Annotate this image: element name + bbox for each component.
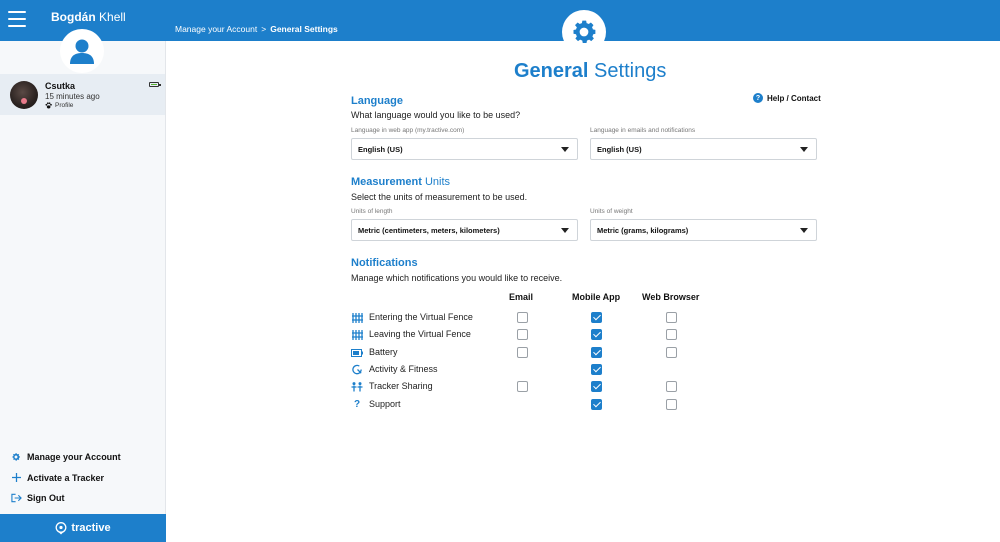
email-language-select[interactable] xyxy=(590,138,817,160)
notification-label: Tracker Sharing xyxy=(369,381,433,392)
tractive-logo-icon xyxy=(55,522,67,535)
sign-out-icon xyxy=(10,492,22,504)
sidebar-item-manage-account[interactable] xyxy=(0,447,165,468)
caret-down-icon xyxy=(561,147,569,152)
checkbox-web[interactable] xyxy=(666,312,677,323)
user-avatar[interactable] xyxy=(60,29,104,73)
notification-row xyxy=(351,327,751,344)
caret-down-icon xyxy=(561,228,569,233)
notification-row xyxy=(351,345,751,362)
gear-icon xyxy=(10,451,22,463)
menu-icon[interactable] xyxy=(8,11,26,27)
profile-label: Profile xyxy=(55,102,74,109)
notification-label: Activity & Fitness xyxy=(369,363,438,374)
notification-row xyxy=(351,397,751,414)
notification-label: Entering the Virtual Fence xyxy=(369,312,473,322)
breadcrumb-current: General Settings xyxy=(270,24,338,34)
units-title-light: Units xyxy=(424,176,451,188)
breadcrumb xyxy=(175,24,338,34)
sidebar-item-sign-out[interactable] xyxy=(0,488,165,509)
sidebar-links xyxy=(0,447,165,509)
select-value: English (US) xyxy=(597,144,642,154)
units-title-bold: Measurement xyxy=(351,176,422,188)
pet-avatar xyxy=(10,81,38,109)
language-title: Language xyxy=(351,95,403,107)
breadcrumb-parent[interactable]: Manage your Account xyxy=(175,24,258,34)
paw-icon xyxy=(45,102,52,109)
fence-icon xyxy=(351,330,363,340)
notifications-subtitle: Manage which notifications you would like to receive. xyxy=(351,273,563,283)
notification-label: Leaving the Virtual Fence xyxy=(369,329,471,340)
help-contact-link[interactable] xyxy=(753,93,821,103)
column-web-browser: Web Browser xyxy=(642,292,700,302)
breadcrumb-separator: > xyxy=(261,24,267,34)
settings-badge xyxy=(562,10,606,54)
length-units-label: Units of length xyxy=(351,208,393,215)
notification-label: Support xyxy=(369,398,401,409)
user-icon xyxy=(67,36,97,66)
notification-label: Battery xyxy=(369,346,398,357)
column-mobile-app: Mobile App xyxy=(572,292,621,302)
weight-units-label: Units of weight xyxy=(590,208,633,215)
email-language-label: Language in emails and notifications xyxy=(590,127,696,134)
checkbox-email[interactable] xyxy=(517,329,528,340)
checkbox-email[interactable] xyxy=(517,312,528,323)
sidebar-item-label: Sign Out xyxy=(27,493,65,504)
select-value: Metric (grams, kilograms) xyxy=(597,225,689,235)
activity-icon xyxy=(351,365,363,375)
help-icon: ? xyxy=(753,93,763,103)
top-bar xyxy=(0,0,1000,41)
notification-row xyxy=(351,310,751,327)
brand-footer xyxy=(0,514,166,542)
checkbox-mobile[interactable] xyxy=(591,347,602,358)
checkbox-mobile[interactable] xyxy=(591,381,602,392)
notification-row xyxy=(351,362,751,379)
column-email: Email xyxy=(509,292,534,302)
caret-down-icon xyxy=(800,147,808,152)
checkbox-web[interactable] xyxy=(666,381,677,392)
user-first-name: Bogdán xyxy=(51,10,96,24)
webapp-language-label: Language in web app (my.tractive.com) xyxy=(351,127,465,134)
length-units-select[interactable] xyxy=(351,219,578,241)
language-subtitle: What language would you like to be used? xyxy=(351,110,521,120)
user-name xyxy=(51,10,126,24)
checkbox-mobile[interactable] xyxy=(591,329,602,340)
checkbox-mobile[interactable] xyxy=(591,364,602,375)
sidebar xyxy=(0,41,166,542)
page-title xyxy=(514,60,666,83)
notifications-title: Notifications xyxy=(351,257,418,269)
checkbox-mobile[interactable] xyxy=(591,399,602,410)
checkbox-web[interactable] xyxy=(666,399,677,410)
checkbox-web[interactable] xyxy=(666,329,677,340)
user-last-name: Khell xyxy=(99,10,126,24)
sidebar-item-label: Manage your Account xyxy=(27,452,121,463)
weight-units-select[interactable] xyxy=(590,219,817,241)
pet-profile-link[interactable] xyxy=(45,102,73,109)
pet-name: Csutka xyxy=(45,81,76,91)
plus-icon xyxy=(10,472,22,484)
question-icon: ? xyxy=(353,399,361,410)
notification-row xyxy=(351,379,751,396)
select-value: English (US) xyxy=(358,144,403,154)
page-title-bold: General xyxy=(514,60,589,82)
checkbox-web[interactable] xyxy=(666,347,677,358)
battery-icon xyxy=(149,82,159,87)
page-title-light: Settings xyxy=(594,60,667,82)
units-subtitle: Select the units of measurement to be used. xyxy=(351,192,528,202)
caret-down-icon xyxy=(800,228,808,233)
brand-name: tractive xyxy=(71,522,111,534)
checkbox-mobile[interactable] xyxy=(591,312,602,323)
sidebar-item-label: Activate a Tracker xyxy=(27,472,105,483)
checkbox-email[interactable] xyxy=(517,381,528,392)
gear-icon xyxy=(569,17,599,47)
webapp-language-select[interactable] xyxy=(351,138,578,160)
sidebar-item-activate-tracker[interactable] xyxy=(0,468,165,489)
fence-icon xyxy=(351,313,363,323)
select-value: Metric (centimeters, meters, kilometers) xyxy=(358,225,500,235)
battery-icon xyxy=(351,348,363,358)
sharing-icon xyxy=(351,382,363,392)
units-title xyxy=(351,176,450,188)
pet-last-seen: 15 minutes ago xyxy=(45,92,100,101)
checkbox-email[interactable] xyxy=(517,347,528,358)
help-label: Help / Contact xyxy=(767,93,821,103)
pet-item[interactable] xyxy=(0,74,165,115)
